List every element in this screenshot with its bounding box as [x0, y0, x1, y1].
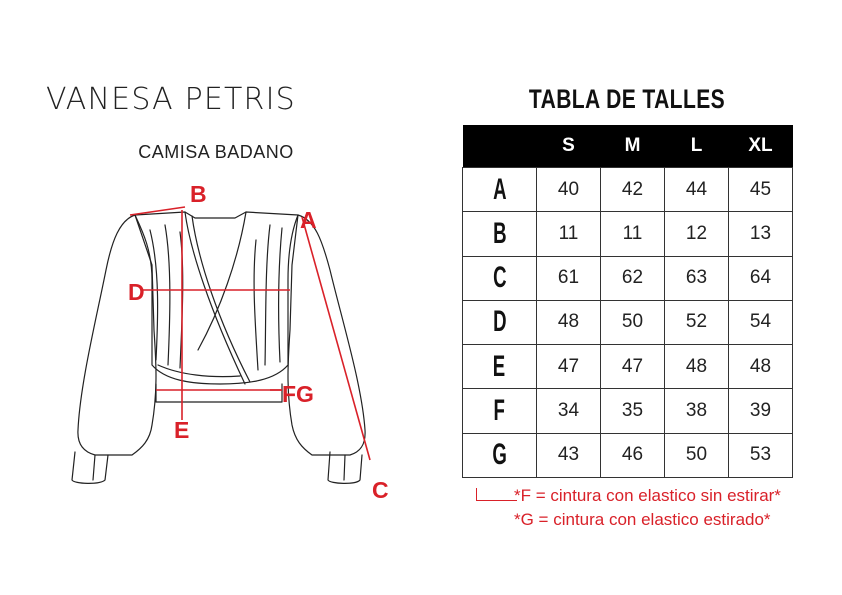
table-cell: 53: [729, 433, 793, 477]
table-cell: 50: [601, 300, 665, 344]
table-cell: 45: [729, 168, 793, 212]
row-label: D: [463, 300, 537, 344]
product-name: CAMISA BADANO: [138, 142, 294, 162]
row-label: B: [463, 212, 537, 256]
table-cell: 13: [729, 212, 793, 256]
table-row: [463, 300, 793, 344]
table-cell: 44: [665, 168, 729, 212]
sketch-label-c: C: [372, 477, 389, 503]
table-cell: 48: [665, 345, 729, 389]
table-title: TABLA DE TALLES: [528, 84, 726, 114]
table-cell: 11: [537, 212, 601, 256]
header-row: [463, 125, 793, 168]
table-cell: 50: [665, 433, 729, 477]
row-label: G: [463, 433, 537, 477]
table-cell: 47: [601, 345, 665, 389]
header-size-l: L: [665, 125, 729, 168]
table-cell: 40: [537, 168, 601, 212]
blouse-sketch-icon: [60, 170, 400, 510]
table-cell: 54: [729, 300, 793, 344]
table-row: [463, 345, 793, 389]
table-cell: 11: [601, 212, 665, 256]
table-cell: 35: [601, 389, 665, 433]
sketch-label-d: D: [128, 279, 145, 305]
row-label: E: [463, 345, 537, 389]
table-cell: 48: [537, 300, 601, 344]
brand-name: VANESA PETRIS: [46, 82, 296, 117]
table-cell: 63: [665, 256, 729, 300]
row-label: F: [463, 389, 537, 433]
table-row: [463, 433, 793, 477]
table-row: [463, 389, 793, 433]
sketch-label-e: E: [174, 417, 190, 443]
sketch-label-b: B: [190, 181, 207, 207]
table-row: [463, 212, 793, 256]
header-size-s: S: [537, 125, 601, 168]
table-cell: 43: [537, 433, 601, 477]
table-cell: 39: [729, 389, 793, 433]
note-g: *G = cintura con elastico estirado*: [514, 510, 771, 529]
table-cell: 47: [537, 345, 601, 389]
note-connector: [476, 488, 517, 501]
header-empty: [463, 125, 537, 168]
table-cell: 52: [665, 300, 729, 344]
table-cell: 61: [537, 256, 601, 300]
sketch-label-a: A: [300, 207, 317, 233]
sketch-label-fg: FG: [282, 381, 314, 407]
table-cell: 62: [601, 256, 665, 300]
table-row: [463, 256, 793, 300]
table-cell: 64: [729, 256, 793, 300]
table-cell: 42: [601, 168, 665, 212]
table-row: [463, 168, 793, 212]
table-cell: 48: [729, 345, 793, 389]
row-label: C: [463, 256, 537, 300]
table-cell: 34: [537, 389, 601, 433]
row-label: A: [463, 168, 537, 212]
note-f: *F = cintura con elastico sin estirar*: [514, 486, 781, 505]
table-cell: 38: [665, 389, 729, 433]
header-size-xl: XL: [729, 125, 793, 168]
table-cell: 46: [601, 433, 665, 477]
header-size-m: M: [601, 125, 665, 168]
table-cell: 12: [665, 212, 729, 256]
size-table: [462, 125, 793, 478]
